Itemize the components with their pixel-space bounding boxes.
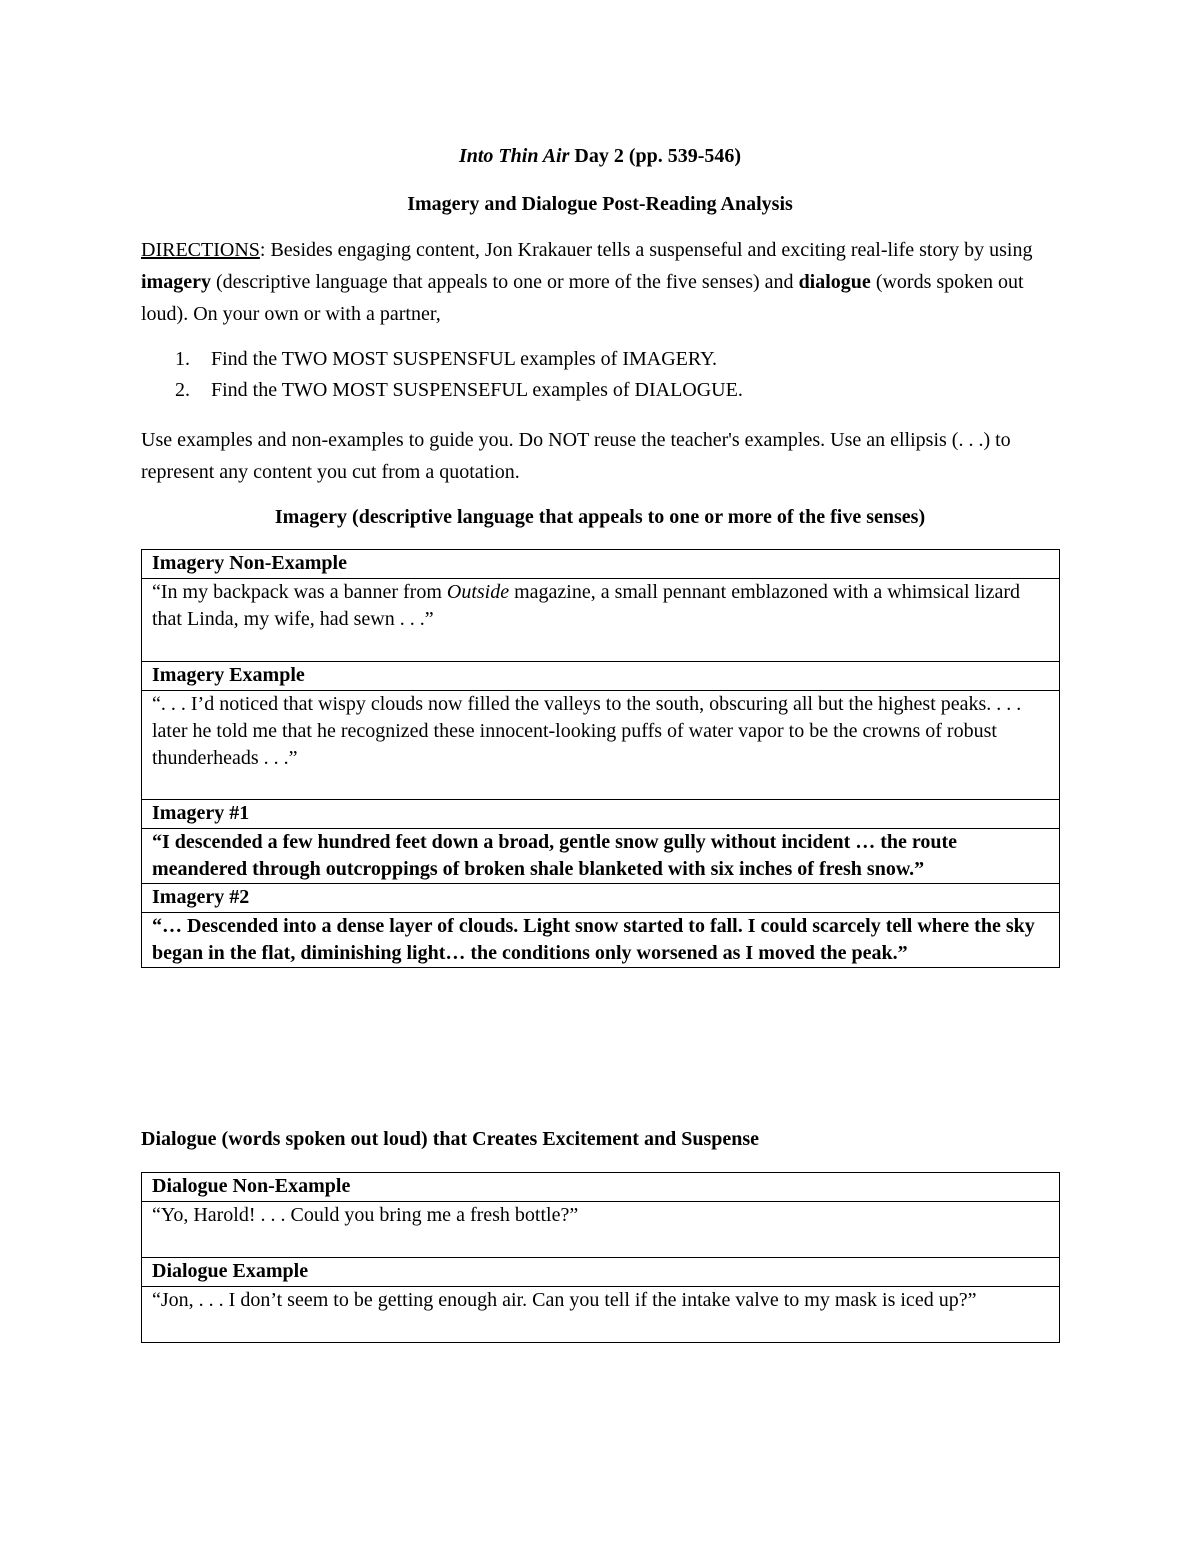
imagery-non-example-text	[142, 579, 1060, 662]
imagery-non-example-label: Imagery Non-Example	[142, 550, 1060, 579]
step-number: 2.	[175, 379, 190, 401]
page-subtitle: Imagery and Dialogue Post-Reading Analysis	[407, 193, 793, 215]
imagery-example-label: Imagery Example	[142, 662, 1060, 691]
directions-text-1: : Besides engaging content, Jon Krakauer tells a suspenseful and exciting real-life story by using	[259, 239, 1033, 261]
dialogue-table	[141, 1172, 1060, 1343]
table-row	[142, 579, 1060, 662]
table-row[interactable]	[142, 829, 1060, 884]
table-row	[142, 1202, 1060, 1258]
step-text: Find the TWO MOST SUSPENSFUL examples of IMAGERY.	[211, 348, 717, 370]
step-item	[141, 344, 1041, 375]
table-row	[142, 691, 1060, 800]
magazine-name: Outside	[446, 581, 510, 603]
steps-list	[141, 344, 1041, 406]
step-item	[141, 375, 1041, 406]
directions-term-imagery: imagery	[141, 271, 211, 293]
dialogue-example-text: “Jon, . . . I don’t seem to be getting enough air. Can you tell if the intake valve to my mask is iced up?”	[142, 1287, 1060, 1343]
quote-part: “In my backpack was a banner from	[152, 581, 447, 603]
title-day-pages: Day 2 (pp. 539-546)	[569, 145, 742, 167]
directions-paragraph	[141, 234, 1061, 330]
imagery-section-heading: Imagery (descriptive language that appeals to one or more of the five senses)	[274, 506, 926, 528]
directions-text-2: (descriptive language that appeals to one or more of the five senses) and	[210, 271, 799, 293]
dialogue-section-heading: Dialogue (words spoken out loud) that Creates Excitement and Suspense	[141, 1128, 760, 1150]
table-row	[142, 1173, 1060, 1202]
table-row	[142, 662, 1060, 691]
table-row[interactable]	[142, 913, 1060, 968]
imagery-1-label: Imagery #1	[142, 800, 1060, 829]
table-row	[142, 1258, 1060, 1287]
directions-term-dialogue: dialogue	[798, 271, 871, 293]
dialogue-example-label: Dialogue Example	[142, 1258, 1060, 1287]
step-number: 1.	[175, 348, 190, 370]
directions-label: DIRECTIONS	[141, 239, 260, 261]
table-row	[142, 550, 1060, 579]
table-row	[142, 884, 1060, 913]
table-row	[142, 800, 1060, 829]
imagery-table	[141, 549, 1060, 968]
step-text: Find the TWO MOST SUSPENSEFUL examples of DIALOGUE.	[211, 379, 743, 401]
page-title	[0, 142, 1200, 170]
dialogue-non-example-label: Dialogue Non-Example	[142, 1173, 1060, 1202]
imagery-example-text: “. . . I’d noticed that wispy clouds now filled the valleys to the south, obscuring all but the highest peaks. . . . later he told me that he recognized these innocent-looking puffs of water vapor to be the crowns of robust thunderheads . . .”	[142, 691, 1060, 800]
book-title: Into Thin Air	[458, 145, 570, 167]
imagery-1-answer[interactable]: “I descended a few hundred feet down a broad, gentle snow gully without incident … the route meandered through outcroppings of broken shale blanketed with six inches of fresh snow.”	[142, 829, 1060, 884]
table-row	[142, 1287, 1060, 1343]
imagery-2-answer[interactable]: “… Descended into a dense layer of clouds. Light snow started to fall. I could scarcely tell where the sky began in the flat, diminishing light… the conditions only worsened as I moved the peak.”	[142, 913, 1060, 968]
imagery-2-label: Imagery #2	[142, 884, 1060, 913]
usage-instructions: Use examples and non-examples to guide you. Do NOT reuse the teacher's examples. Use an ellipsis (. . .) to represent any content you cut from a quotation.	[141, 429, 1011, 483]
dialogue-non-example-text: “Yo, Harold! . . . Could you bring me a fresh bottle?”	[142, 1202, 1060, 1258]
directions-text-3: (words spoken out loud). On your own or with a partner,	[141, 271, 1024, 325]
quote-part: magazine, a small pennant emblazoned with a whimsical lizard that Linda, my wife, had sewn . . .”	[152, 581, 1021, 630]
